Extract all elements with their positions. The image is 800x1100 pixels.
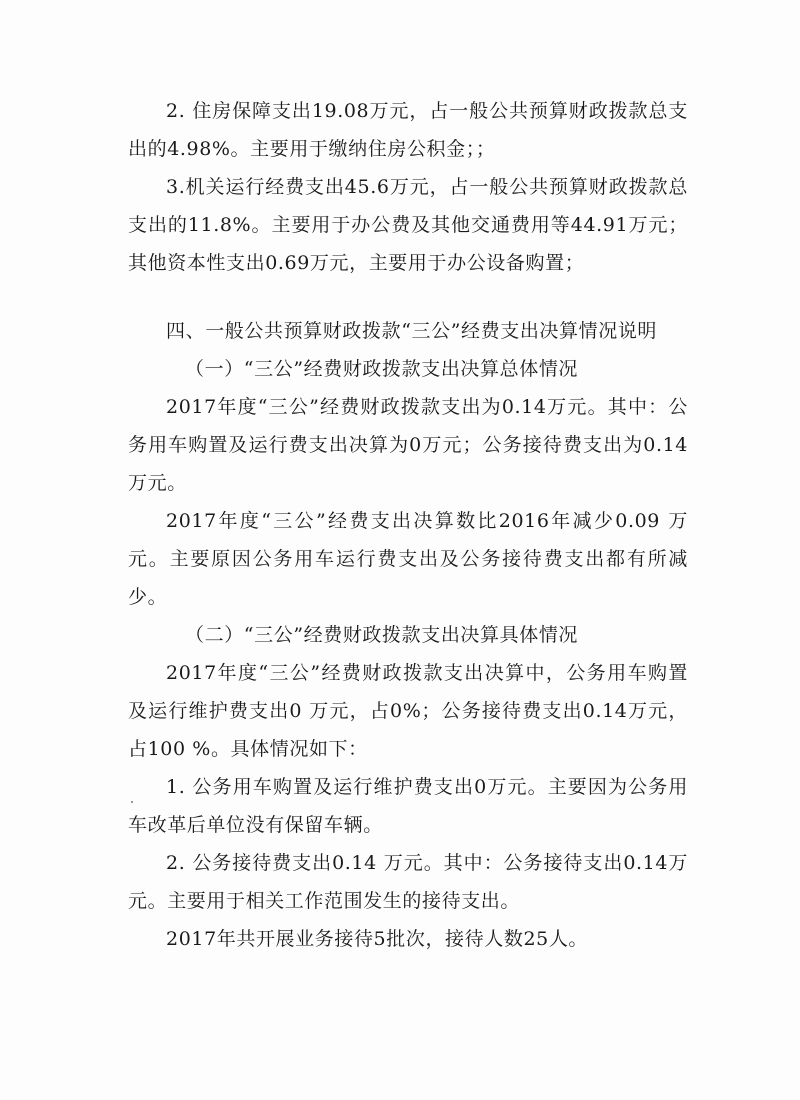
paragraph-housing-expense: 2. 住房保障支出19.08万元，占一般公共预算财政拨款总支出的4.98%。主要用于缴纳住房公积金；； bbox=[128, 100, 688, 160]
paragraph-breakdown: 2017年度“三公”经费财政拨款支出决算中，公务用车购置及运行维护费支出0 万元，占0%；公务接待费支出0.14万元，占100 %。具体情况如下： bbox=[128, 662, 688, 760]
paragraph-year-comparison: 2017年度“三公”经费支出决算数比2016年减少0.09 万元。主要原因公务用车运行费支出及公务接待费支出都有所减少。 bbox=[128, 510, 688, 608]
document-body bbox=[128, 92, 688, 958]
paragraph-vehicle-expense: 1. 公务用车购置及运行维护费支出0万元。主要因为公务用车改革后单位没有保留车辆。 bbox=[128, 776, 688, 836]
subsection-heading-two: （二）“三公”经费财政拨款支出决算具体情况 bbox=[185, 624, 579, 646]
subsection-heading-one: （一）“三公”经费财政拨款支出决算总体情况 bbox=[185, 358, 579, 380]
scan-speck bbox=[131, 801, 133, 803]
paragraph-reception-expense: 2. 公务接待费支出0.14 万元。其中：公务接待支出0.14万元。主要用于相关工作范围发生的接待支出。 bbox=[128, 852, 688, 912]
paragraph-overall-total: 2017年度“三公”经费财政拨款支出为0.14万元。其中：公务用车购置及运行费支出决算为0万元；公务接待费支出为0.14万元。 bbox=[128, 396, 688, 494]
paragraph-operating-expense: 3.机关运行经费支出45.6万元，占一般公共预算财政拨款总支出的11.8%。主要用于办公费及其他交通费用等44.91万元；其他资本性支出0.69万元，主要用于办公设备购置； bbox=[128, 176, 688, 274]
section-heading-four: 四、一般公共预算财政拨款“三公”经费支出决算情况说明 bbox=[166, 320, 658, 342]
paragraph-reception-count: 2017年共开展业务接待5批次，接待人数25人。 bbox=[166, 928, 589, 950]
